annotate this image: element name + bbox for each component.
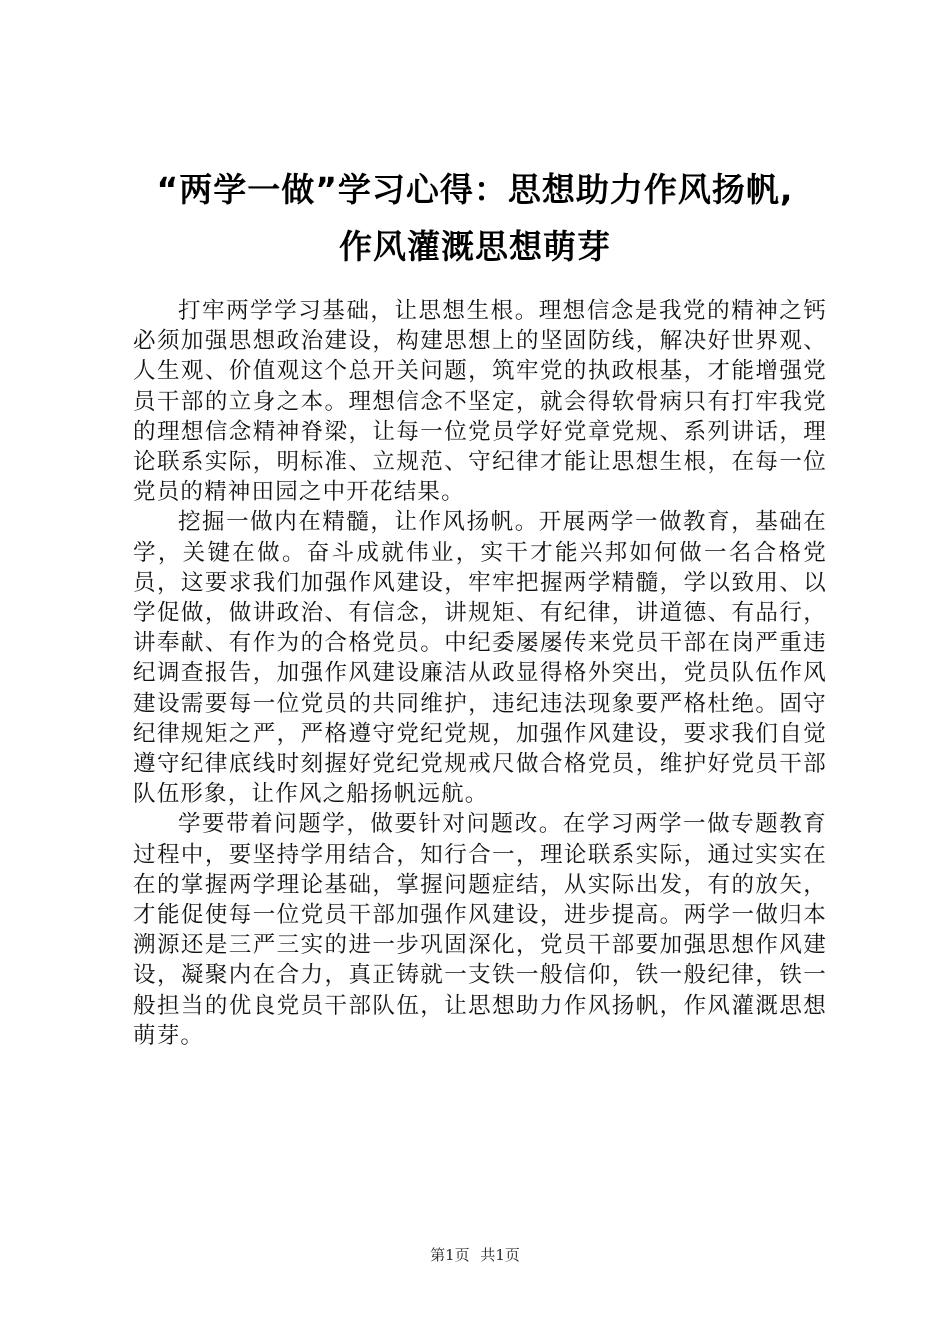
page-total: 共1页 — [480, 1246, 520, 1264]
document-body — [133, 296, 827, 1051]
paragraph-3: 学要带着问题学，做要针对问题改。在学习两学一做专题教育过程中，要坚持学用结合，知行合一，理论联系实际，通过实实在在的掌握两学理论基础，掌握问题症结，从实际出发，有的放矢，才能促使每一位党员干部加强作风建设，进步提高。两学一做归本溯源还是三严三实的进一步巩固深化，党员干部要加强思想作风建设，凝聚内在合力，真正铸就一支铁一般信仰，铁一般纪律，铁一般担当的优良党员干部队伍，让思想助力作风扬帆，作风灌溉思想萌芽。 — [133, 811, 827, 1049]
document-title-line-2: 作风灌溉思想萌芽 — [339, 227, 611, 266]
page-number: 第1页 — [430, 1246, 470, 1264]
document-title-line-1: “两学一做”学习心得：思想助力作风扬帆, — [156, 170, 794, 209]
page-footer — [0, 1244, 950, 1265]
paragraph-2: 挖掘一做内在精髓，让作风扬帆。开展两学一做教育，基础在学，关键在做。奋斗成就伟业，实干才能兴邦如何做一名合格党员，这要求我们加强作风建设，牢牢把握两学精髓，学以致用、以学促做，做讲政治、有信念，讲规矩、有纪律，讲道德、有品行，讲奉献、有作为的合格党员。中纪委屡屡传来党员干部在岗严重违纪调查报告，加强作风建设廉洁从政显得格外突出，党员队伍作风建设需要每一位党员的共同维护，违纪违法现象要严格杜绝。固守纪律规矩之严，严格遵守党纪党规，加强作风建设，要求我们自觉遵守纪律底线时刻握好党纪党规戒尺做合格党员，维护好党员干部队伍形象，让作风之船扬帆远航。 — [133, 509, 827, 808]
paragraph-1: 打牢两学学习基础，让思想生根。理想信念是我党的精神之钙必须加强思想政治建设，构建思想上的坚固防线，解决好世界观、人生观、价值观这个总开关问题，筑牢党的执政根基，才能增强党员干部的立身之本。理想信念不坚定，就会得软骨病只有打牢我党的理想信念精神脊梁，让每一位党员学好党章党规、系列讲话，理论联系实际，明标准、立规范、守纪律才能让思想生根，在每一位党员的精神田园之中开花结果。 — [133, 298, 827, 506]
